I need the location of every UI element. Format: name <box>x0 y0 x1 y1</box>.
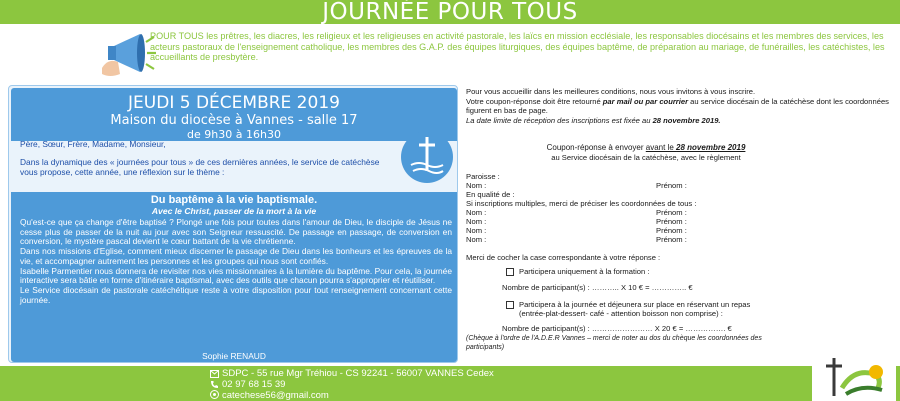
deadline-text: La date limite de réception des inscriptions est fixée au 28 novembre 2019. <box>466 115 721 125</box>
event-time: de 9h30 à 16h30 <box>187 128 281 141</box>
journee-option-detail: (entrée-plat-dessert- café - attention boisson non comprise) : <box>519 309 723 318</box>
email-icon <box>210 390 219 399</box>
nom-field[interactable]: Nom : <box>466 226 487 235</box>
diocese-logo <box>812 352 896 401</box>
formation-option: Participera uniquement à la formation : <box>519 267 650 276</box>
mail-icon <box>210 370 219 378</box>
coupon-subtitle: au Service diocésain de la catéchèse, avec le règlement <box>551 153 741 162</box>
prenom-field[interactable]: Prénom : <box>656 181 687 190</box>
return-text: Votre coupon-réponse doit être retourné par mail ou par courrier au service diocésain de la catéchèse dont les coordonnées figurent en bas de page. <box>466 96 889 116</box>
nom-field[interactable]: Nom : <box>466 217 487 226</box>
nom-field[interactable]: Nom : <box>466 181 487 190</box>
paragraph: Isabelle Parmentier nous donnera de revisiter nos vies missionnaires à la lumière du baptême. Pour cela, la journée interactive sera bâtie en forme d'itinéraire baptismal, avec des outils que chacun pourra s'approprier et réutiliser. <box>20 265 452 286</box>
footer-email[interactable]: catechese56@gmail.com <box>222 390 329 401</box>
coupon-title: Coupon-réponse à envoyer avant le 28 novembre 2019 <box>546 143 746 152</box>
journee-option: Participera à la journée et déjeunera sur place en réservant un repas <box>519 300 751 309</box>
registration-info <box>466 87 896 125</box>
event-header <box>11 88 457 141</box>
paroisse-field[interactable]: Paroisse : <box>466 172 500 181</box>
paragraph: Dans nos missions d'Eglise, comment mieux discerner le passage de Dieu dans les bonheurs et les épreuves de la vie, et accompagner autrement les personnes et les groupes qui nous sont confiés. <box>20 246 452 266</box>
formation-checkbox[interactable] <box>506 268 514 276</box>
footer-address: SDPC - 55 rue Mgr Tréhiou - CS 92241 - 56007 VANNES Cedex <box>222 368 494 379</box>
welcome-text: Pour vous accueillir dans les meilleures conditions, nous vous invitons à vous inscrire. <box>466 87 756 96</box>
nom-field[interactable]: Nom : <box>466 208 487 217</box>
footer-phone: 02 97 68 15 39 <box>222 379 286 390</box>
cheque-note: (Chèque à l'ordre de l'A.D.E.R Vannes – merci de noter au dos du chèque les coordonnées des <box>466 335 762 342</box>
journee-checkbox[interactable] <box>506 301 514 309</box>
participants-journee[interactable]: Nombre de participant(s) : …………………… X 20 € = ……………. € <box>502 324 732 333</box>
intro-text: POUR TOUS les prêtres, les diacres, les religieux et les religieuses en activité pastorale, les laïcs en mission ecclésiale, les responsables diocésains et les membres des services, les acteurs pastoraux de l'enseignement catholique, les membres des G.A.P. des équipes liturgiques, des équipes baptême, de préparation au mariage, de funérailles, les catéchistes, les accueillants de presbytère. <box>150 31 885 62</box>
theme-subtitle: Avec le Christ, passer de la mort à la vie <box>151 206 317 216</box>
paragraph: Qu'est-ce que ça change d'être baptisé ? Plongé une fois pour toutes dans l'amour de Dieu, le disciple de Jésus ne cesse plus de passer de la nuit au jour avec son Seigneur ressuscité. De passage en passage, de conversion en conversion, le mystère pascal devient le cœur battant de la vie chrétienne. <box>20 217 452 247</box>
page-title: JOURNÉE POUR TOUS <box>322 0 578 25</box>
event-venue: Maison du diocèse à Vannes - salle 17 <box>110 113 358 128</box>
event-date: JEUDI 5 DÉCEMBRE 2019 <box>128 93 340 113</box>
baptism-cross-icon <box>401 131 453 183</box>
phone-icon <box>210 380 219 389</box>
dynamic-intro: Dans la dynamique des « journées pour tous » de ces dernières années, le service de catéchèse vous propose, cette année, une réflexion sur le thème : <box>20 157 380 177</box>
theme-title: Du baptême à la vie baptismale. <box>150 194 318 206</box>
participants-formation[interactable]: Nombre de participant(s) : ……….. X 10 € = ………….. € <box>502 283 693 292</box>
prenom-field[interactable]: Prénom : <box>656 217 687 226</box>
cocher-label: Merci de cocher la case correspondante à votre réponse : <box>466 253 661 262</box>
prenom-field[interactable]: Prénom : <box>656 208 687 217</box>
qualite-field[interactable]: En qualité de : <box>466 190 515 199</box>
cheque-note-continued: participants) <box>466 344 505 351</box>
signature-name: Sophie RENAUD <box>202 351 266 361</box>
multiples-label: Si inscriptions multiples, merci de préciser les coordonnées de tous : <box>466 199 697 208</box>
prenom-field[interactable]: Prénom : <box>656 226 687 235</box>
greeting: Père, Sœur, Frère, Madame, Monsieur, <box>20 139 166 149</box>
prenom-field[interactable]: Prénom : <box>656 235 687 244</box>
paragraph: Le Service diocésain de pastorale catéchétique reste à votre disposition pour tout renseignement concernant cette journée. <box>20 284 452 305</box>
invitation-panel <box>8 85 458 363</box>
nom-field[interactable]: Nom : <box>466 235 487 244</box>
letter-body <box>20 218 452 305</box>
